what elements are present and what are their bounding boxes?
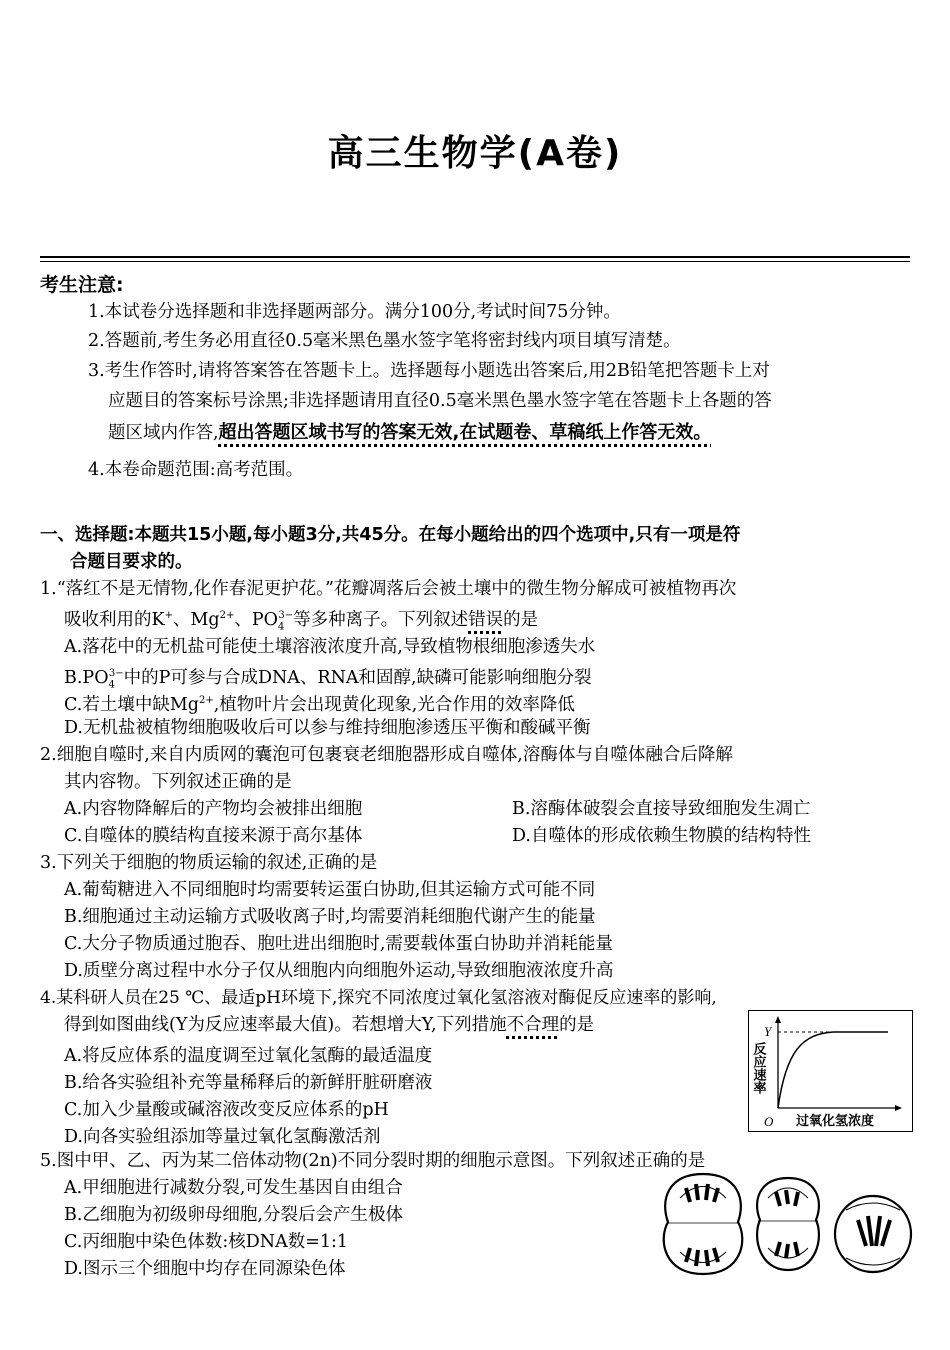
q4-stem: 4.某科研人员在25 ℃、最适pH环境下,探究不同浓度过氧化氢溶液对酶促反应速率的影响, [40, 988, 717, 1008]
q4-text-a: 得到如图曲线(Y为反应速率最大值)。若想增大Y,下列措施 [64, 1015, 507, 1035]
q1-c-pre: C.若土壤中缺Mg [64, 694, 199, 715]
q3-stem: 3.下列关于细胞的物质运输的叙述,正确的是 [40, 853, 378, 873]
q5-option-d: D.图示三个细胞中均存在同源染色体 [64, 1259, 346, 1279]
q4-stem-cont [64, 1012, 594, 1038]
q1-c-sup: 2+ [198, 695, 214, 706]
notice-item-3: 3.考生作答时,请将答案答在答题卡上。选择题每小题选出答案后,用2B铅笔把答题卡上对 [88, 361, 770, 381]
q3-option-c: C.大分子物质通过胞吞、胞吐进出细胞时,需要载体蛋白协助并消耗能量 [64, 934, 613, 954]
q4-option-b: B.给各实验组补充等量稀释后的新鲜肝脏研磨液 [64, 1073, 433, 1093]
q1-b-post: 中的P可参与合成DNA、RNA和固醇,缺磷可能影响细胞分裂 [123, 667, 592, 688]
q4-graph-xlabel: 过氧化氢浓度 [796, 1114, 875, 1129]
notice-item-2: 2.答题前,考生务必用直径0.5毫米黑色墨水签字笔将密封线内项目填写清楚。 [88, 331, 681, 351]
q4-graph-y-arrow [775, 1016, 781, 1023]
q1-b-sup: 3− [108, 668, 124, 679]
notice-item-1: 1.本试卷分选择题和非选择题两部分。满分100分,考试时间75分钟。 [88, 302, 621, 322]
top-rule [40, 256, 910, 258]
q1-text-d: 等多种离子。下列叙述 [293, 609, 469, 630]
notice-item-4: 4.本卷命题范围:高考范围。 [88, 460, 304, 480]
q5-stem: 5.图中甲、乙、丙为某二倍体动物(2n)不同分裂时期的细胞示意图。下列叙述正确的是 [40, 1151, 706, 1171]
q4-text-b: 的是 [559, 1015, 595, 1035]
q1-text-e: 的是 [503, 609, 539, 630]
q1-b-pre: B.PO [64, 667, 109, 688]
q4-graph-x-arrow [895, 1105, 902, 1111]
q1-stem: 1.“落红不是无情物,化作春泥更护花。”花瓣凋落后会被土壤中的微生物分解成可被植物再次 [40, 579, 737, 599]
page-title: 高三生物学(A卷) [327, 133, 623, 174]
q4-option-a: A.将反应体系的温度调至过氧化氢酶的最适温度 [64, 1046, 433, 1066]
q4-keyword: 不合理 [506, 1015, 560, 1035]
q3-option-d: D.质壁分离过程中水分子仅从细胞内向细胞外运动,导致细胞液浓度升高 [64, 961, 614, 981]
q5-option-a: A.甲细胞进行减数分裂,可发生基因自由组合 [64, 1178, 403, 1198]
q1-b-sub: 4 [108, 679, 115, 691]
q1-sup2: 2+ [219, 610, 235, 621]
q1-text-b: 、Mg [172, 609, 220, 630]
q4-option-c: C.加入少量酸或碱溶液改变反应体系的pH [64, 1100, 389, 1120]
q1-sup3: 3− [278, 610, 294, 621]
section-heading-cont: 合题目要求的。 [70, 552, 193, 572]
q1-option-a: A.落花中的无机盐可能使土壤溶液浓度升高,导致植物根细胞渗透失水 [64, 637, 596, 657]
q1-text-a: 吸收利用的K [64, 609, 165, 630]
section-heading: 一、选择题:本题共15小题,每小题3分,共45分。在每小题给出的四个选项中,只有一项是符 [40, 525, 741, 545]
q1-sub3: 4 [277, 621, 285, 633]
q5-cell-diagrams [658, 1170, 920, 1280]
q1-c-post: ,植物叶片会出现黄化现象,光合作用的效率降低 [213, 694, 575, 715]
cell-bing [835, 1196, 911, 1272]
notice-emphasis: 超出答题区域书写的答案无效,在试题卷、草稿纸上作答无效。 [218, 422, 712, 443]
q5-option-b: B.乙细胞为初级卵母细胞,分裂后会产生极体 [64, 1205, 403, 1225]
q4-graph-origin: O [764, 1114, 774, 1129]
q2-option-a: A.内容物降解后的产物均会被排出细胞 [64, 799, 363, 819]
q2-stem-cont: 其内容物。下列叙述正确的是 [64, 772, 292, 792]
cell-yi [757, 1178, 819, 1270]
q5-option-c: C.丙细胞中染色体数:核DNA数=1:1 [64, 1232, 349, 1252]
q4-graph-ylabel: 反应速率 [750, 1042, 766, 1094]
q2-option-b: B.溶酶体破裂会直接导致细胞发生凋亡 [512, 799, 811, 819]
cell-jia [664, 1174, 743, 1274]
q1-sup1: + [164, 610, 173, 621]
q4-graph-ymark: Y [764, 1024, 772, 1039]
q2-option-c: C.自噬体的膜结构直接来源于高尔基体 [64, 826, 363, 846]
q1-option-d: D.无机盐被植物细胞吸收后可以参与维持细胞渗透压平衡和酸碱平衡 [64, 718, 591, 738]
q1-keyword: 错误 [468, 609, 504, 630]
q4-option-d: D.向各实验组添加等量过氧化氢酶激活剂 [64, 1127, 381, 1147]
notice-item-3-end [108, 420, 711, 446]
notice-item-3-cont: 应题目的答案标号涂黑;非选择题请用直径0.5毫米黑色墨水签字笔在答题卡上各题的答 [108, 391, 772, 411]
q4-rate-graph [748, 1010, 913, 1132]
q2-stem: 2.细胞自噬时,来自内质网的囊泡可包裹衰老细胞器形成自噬体,溶酶体与自噬体融合后降解 [40, 745, 733, 765]
notice-heading: 考生注意: [40, 274, 124, 296]
q1-option-c [64, 688, 575, 718]
q1-text-c: 、PO [234, 609, 278, 630]
notice-item-3-end-text: 题区域内作答, [108, 423, 219, 443]
q2-option-d: D.自噬体的形成依赖生物膜的结构特性 [512, 826, 811, 846]
top-rule-2 [40, 261, 910, 262]
q3-option-b: B.细胞通过主动运输方式吸收离子时,均需要消耗细胞代谢产生的能量 [64, 907, 596, 927]
q3-option-a: A.葡萄糖进入不同细胞时均需要转运蛋白协助,但其运输方式可能不同 [64, 880, 596, 900]
q4-graph-curve [778, 1032, 888, 1108]
